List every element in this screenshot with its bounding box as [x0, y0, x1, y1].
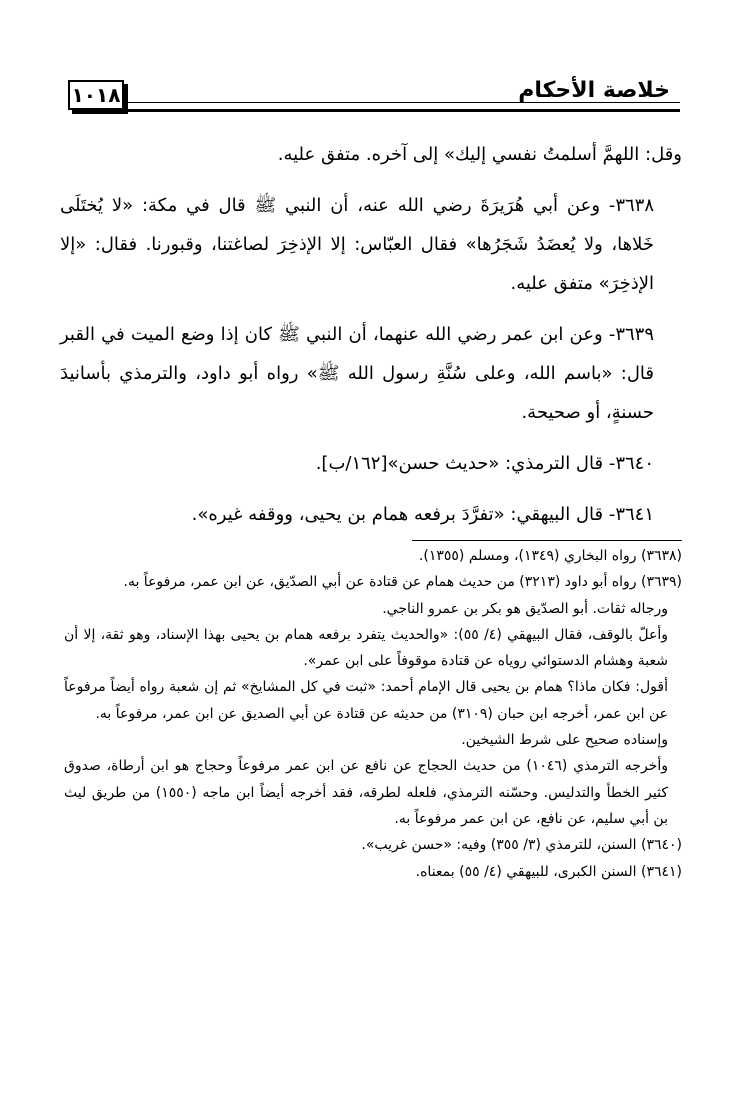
footnote-3639-tirmidhi: وأخرجه الترمذي (١٠٤٦) من حديث الحجاج عن نافع عن ابن عمر مرفوعاً وحجاج هو ابن أرطاة، صدوق كثير الخطأ والتدليس. وحسّنه الترمذي، فلعله لطرقه، فقد أخرجه أيضاً ابن ماجه (١٥٥٠) من طريق ليث بن أبي سليم، عن نافع، عن ابن عمر مرفوعاً به.	[64, 758, 668, 827]
footnote-3638: (٣٦٣٨) رواه البخاري (١٣٤٩)، ومسلم (١٣٥٥).	[418, 548, 682, 564]
footnote-3641: (٣٦٤١) السنن الكبرى، للبيهقي (٤/ ٥٥) بمعناه.	[415, 863, 682, 880]
page-number-box	[68, 80, 124, 110]
footnote-3639: (٣٦٣٩) رواه أبو داود (٣٢١٣) من حديث همام عن قتادة عن أبي الصدّيق، عن ابن عمر، مرفوعاً به.	[123, 574, 682, 591]
hadith-3638: ٣٦٣٨- وعن أبي هُرَيرَةَ رضي الله عنه، أن النبي ﷺ قال في مكة: «لا يُختَلَى خَلاها، ولا يُعضَدُ شَجَرُها» فقال العبّاس: إلا الإذخِرَ لصاغتنا، وقبورنا. فقال: «إلا الإذخِرَ» متفق عليه.	[60, 195, 654, 294]
main-text	[60, 135, 682, 534]
hadith-3641: ٣٦٤١- قال البيهقي: «تفرَّدَ برفعه همام بن يحيى، ووقفه غيره».	[191, 504, 654, 525]
footnote-3639-grading: وإسناده صحيح على شرط الشيخين.	[461, 732, 668, 749]
footnote-3639-defect: وأعلّ بالوقف، فقال البيهقي (٤/ ٥٥): «والحديث يتفرد برفعه همام بن يحيى بهذا الإسناد، وهو ثقة، إلا أن شعبة وهشام الدستوائي روياه عن قتادة موقوفاً على ابن عمر».	[64, 626, 668, 670]
running-title: خلاصة الأحكام	[518, 78, 670, 103]
paragraph-continuation: وقل: اللهمَّ أسلمتُ نفسي إليك» إلى آخره. متفق عليه.	[277, 144, 682, 165]
footnote-separator	[412, 540, 682, 541]
page-number: ١٠١٨	[71, 83, 121, 107]
hadith-3640: ٣٦٤٠- قال الترمذي: «حديث حسن»[١٦٢/ب].	[315, 453, 654, 474]
footnote-3639-narrators: ورجاله ثقات. أبو الصدّيق هو بكر بن عمرو الناجي.	[382, 600, 668, 617]
page-header	[60, 72, 680, 122]
footnotes	[64, 543, 682, 885]
header-rule	[126, 102, 680, 112]
footnote-3639-response: أقول: فكان ماذا؟ همام بن يحيى قال الإمام أحمد: «ثبت في كل المشايخ» ثم إن شعبة رواه أيضاً مرفوعاً عن ابن عمر، أخرجه ابن حبان (٣١٠٩) من حديثه عن قتادة عن أبي الصديق عن ابن عمر، مرفوعاً به.	[64, 679, 668, 722]
footnote-3640: (٣٦٤٠) السنن، للترمذي (٣/ ٣٥٥) وفيه: «حسن غريب».	[361, 837, 682, 854]
hadith-3639: ٣٦٣٩- وعن ابن عمر رضي الله عنهما، أن النبي ﷺ كان إذا وضع الميت في القبر قال: «باسم الله، وعلى سُنَّةِ رسول الله ﷺ» رواه أبو داود، والترمذي بأسانيدَ حسنةٍ، أو صحيحة.	[60, 324, 654, 423]
